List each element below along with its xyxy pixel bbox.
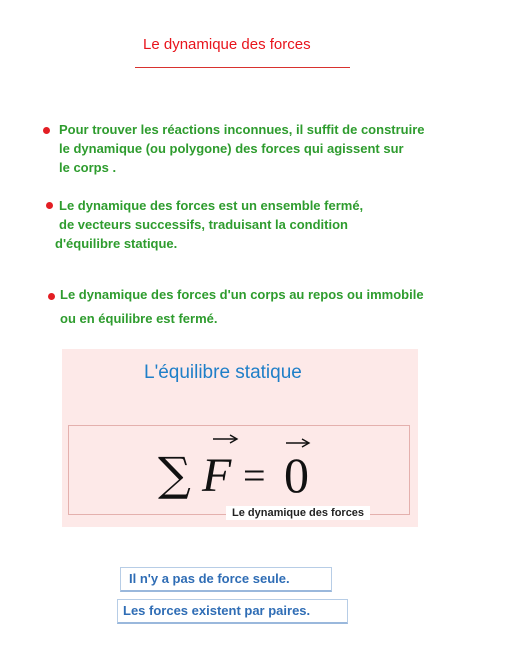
- bullet-2-line-2: de vecteurs successifs, traduisant la condition: [59, 217, 348, 232]
- bullet-1-line-2: le dynamique (ou polygone) des forces qui agissent sur: [59, 141, 404, 156]
- bullet-2-line-3: d'équilibre statique.: [55, 236, 178, 251]
- bullet-1-line-3: le corps .: [59, 160, 117, 175]
- force-symbol: F: [202, 449, 232, 500]
- equals-sign: =: [243, 453, 266, 498]
- equilibrium-formula: [150, 428, 330, 500]
- page-title: Le dynamique des forces: [143, 36, 311, 53]
- formula-caption: Le dynamique des forces: [226, 506, 370, 520]
- bullet-2-line-1: Le dynamique des forces est un ensemble fermé,: [59, 198, 364, 213]
- zero-vector-arrow: [286, 439, 309, 447]
- sum-symbol: ∑: [158, 447, 191, 500]
- bullet-3-line-1: Le dynamique des forces d'un corps au repos ou immobile: [60, 287, 424, 302]
- bullet-1-marker: [43, 127, 50, 134]
- callout-no-single-force: Il n'y a pas de force seule.: [120, 567, 332, 592]
- bullet-3-marker: [48, 293, 55, 300]
- zero-vector: 0: [284, 447, 309, 500]
- bullet-2-marker: [46, 202, 53, 209]
- equilibrium-heading: L'équilibre statique: [144, 362, 302, 383]
- bullet-1-line-1: Pour trouver les réactions inconnues, il suffit de construire: [59, 122, 425, 137]
- title-underline: [135, 67, 350, 68]
- force-vector-arrow: [213, 435, 237, 443]
- callout-forces-in-pairs: Les forces existent par paires.: [117, 599, 348, 624]
- bullet-3-line-2: ou en équilibre est fermé.: [60, 311, 218, 326]
